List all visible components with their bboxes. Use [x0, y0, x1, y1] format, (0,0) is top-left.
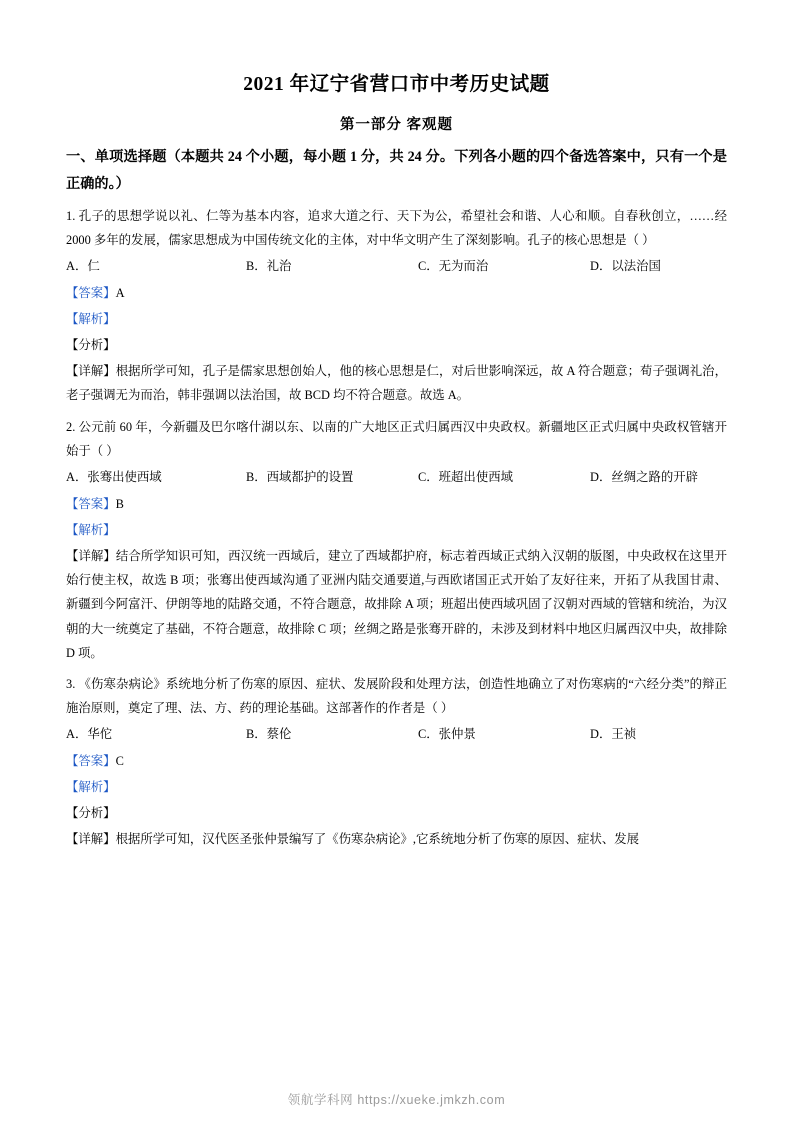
answer-value: B	[115, 496, 124, 511]
page-footer-watermark: 领航学科网 https://xueke.jmkzh.com	[287, 1093, 506, 1107]
question-text: 《伤寒杂病论》系统地分析了伤寒的原因、症状、发展阶段和处理方法，创造性地确立了对伤寒病的“六经分类”的辩正施治原则，奠定了理、法、方、药的理论基础。这部著作的作者是（ ）	[66, 676, 728, 716]
option-c[interactable]: C．班超出使西域	[418, 470, 513, 485]
answer-label: 【答案】	[66, 285, 116, 300]
option-d[interactable]: D．以法治国	[590, 259, 661, 274]
option-a[interactable]: A．张骞出使西域	[66, 470, 162, 485]
detail-text: 根据所学可知，孔子是儒家思想创始人，他的核心思想是仁，对后世影响深远，故 A 符合题意；荀子强调礼治，老子强调无为而治，韩非强调以法治国，故 BCD 均不符合题意。故选 A。	[66, 364, 727, 403]
question-text: 公元前 60 年，今新疆及巴尔喀什湖以东、以南的广大地区正式归属西汉中央政权。新疆地区正式归属中央政权管辖开始于（ ）	[66, 419, 727, 458]
brief-label: 【分析】	[66, 338, 116, 353]
analysis-label-line	[66, 307, 727, 331]
question-stem	[66, 204, 727, 252]
option-row	[66, 255, 727, 279]
question-block-1	[66, 204, 727, 408]
page-title: 2021 年辽宁省营口市中考历史试题	[243, 74, 550, 95]
analysis-label: 【解析】	[66, 311, 116, 326]
answer-line	[66, 749, 727, 773]
question-number: 2.	[66, 419, 76, 434]
question-stem	[66, 672, 727, 720]
option-row	[66, 466, 727, 490]
option-b[interactable]: B．西域都护的设置	[246, 470, 354, 485]
option-b[interactable]: B．礼治	[246, 259, 292, 274]
answer-value: C	[115, 753, 124, 768]
option-row	[66, 723, 727, 747]
detail-label: 【详解】	[66, 548, 116, 563]
analysis-label-line	[66, 518, 727, 542]
detail-block	[66, 544, 727, 665]
option-c[interactable]: C．张仲景	[418, 727, 476, 742]
question-text: 孔子的思想学说以礼、仁等为基本内容，追求大道之行、天下为公，希望社会和谐、人心和顺。自春秋创立，……经 2000 多年的发展，儒家思想成为中国传统文化的主体，对中华文明产生了深刻影响。孔子的核心思想是（ ）	[66, 208, 727, 247]
answer-value: A	[115, 285, 125, 300]
detail-label: 【详解】	[66, 364, 116, 379]
detail-text: 根据所学可知，汉代医圣张仲景编写了《伤寒杂病论》,它系统地分析了伤寒的原因、症状、发展	[115, 832, 640, 847]
brief-label: 【分析】	[66, 806, 116, 821]
question-block-2	[66, 415, 727, 665]
question-stem	[66, 415, 727, 463]
option-a[interactable]: A．仁	[66, 259, 100, 274]
answer-line	[66, 281, 727, 305]
brief-label-line	[66, 801, 727, 825]
analysis-label: 【解析】	[66, 522, 116, 537]
option-d[interactable]: D．王祯	[590, 727, 637, 742]
detail-block	[66, 359, 727, 407]
question-block-3	[66, 672, 727, 852]
answer-label: 【答案】	[66, 753, 116, 768]
option-d[interactable]: D．丝绸之路的开辟	[590, 470, 699, 485]
detail-text: 结合所学知识可知，西汉统一西域后，建立了西域都护府，标志着西域正式纳入汉朝的版图，中央政权在这里开始行使主权，故选 B 项；张骞出使西域沟通了亚洲内陆交通要道,与西欧诸国正式开始了友好往来，开拓了从我国甘肃、新疆到今阿富汗、伊朗等地的陆路交通，不符合题意，故排除 A 项；班超出使西域巩固了汉朝对西域的管辖和统治，为汉朝的大一统奠定了基础，不符合题意，故排除 C 项；丝绸之路是张骞开辟的，未涉及到材料中地区归属西汉中央，故排除 D 项。	[66, 548, 728, 660]
big-question-heading: 一、单项选择题（本题共 24 个小题，每小题 1 分，共 24 分。下列各小题的四个备选答案中，只有一个是正确的。）	[66, 149, 727, 192]
analysis-label: 【解析】	[66, 780, 116, 795]
option-b[interactable]: B．蔡伦	[246, 727, 292, 742]
option-a[interactable]: A．华佗	[66, 727, 113, 742]
detail-label: 【详解】	[66, 832, 116, 847]
question-number: 1.	[66, 208, 76, 223]
analysis-label-line	[66, 775, 727, 799]
answer-label: 【答案】	[66, 496, 116, 511]
question-number: 3.	[66, 676, 76, 691]
answer-line	[66, 492, 727, 516]
option-c[interactable]: C．无为而治	[418, 259, 489, 274]
part-heading: 第一部分 客观题	[339, 117, 454, 134]
brief-label-line	[66, 333, 727, 357]
detail-block	[66, 827, 727, 851]
